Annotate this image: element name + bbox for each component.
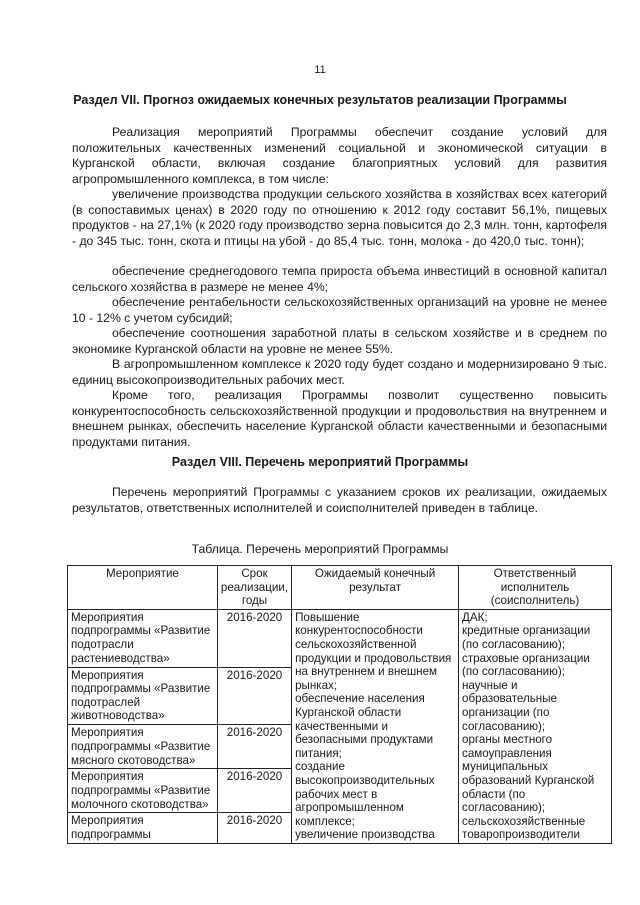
header-result: Ожидаемый конечный результат <box>292 566 459 610</box>
section-7-investment-paragraph: обеспечение среднегодового темпа прироста объема инвестиций в основной капитал сельского хозяйства в размере не менее 4%; <box>72 264 607 294</box>
section-7-heading: Раздел VII. Прогноз ожидаемых конечных результатов реализации Программы <box>73 93 567 107</box>
programme-events-table <box>67 565 612 844</box>
result-cell: Повышение конкурентоспособности сельскохозяйственной продукции и продовольствия на внутреннем и внешнем рынках; обеспечение населения Курганской области качественными и безопасными продуктами питания; создание высокопроизводительных рабочих мест в агропромышленном комплексе; увеличение производства <box>292 609 459 843</box>
term-cell: 2016-2020 <box>217 725 291 769</box>
event-cell: Мероприятия подпрограммы «Развитие подотрасли растениеводства» <box>68 609 218 667</box>
table-row <box>68 609 612 667</box>
event-cell: Мероприятия подпрограммы «Развитие подотраслей животноводства» <box>68 667 218 725</box>
section-7-production-paragraph: увеличение производства продукции сельского хозяйства в хозяйствах всех категорий (в сопоставимых ценах) в 2020 году по отношению к 2012 году составит 56,1%, пищевых продуктов - на 27,1% (к 2020 году производство зерна повысится до 2,3 млн. тонн, картофеля - до 345 тыс. тонн, скота и птицы на убой - до 85,4 тыс. тонн, молока - до 420,0 тыс. тонн); <box>72 187 607 248</box>
section-7-competitiveness-paragraph: Кроме того, реализация Программы позволит существенно повысить конкурентоспособность сельскохозяйственной продукции и продовольствия на внутреннем и внешнем рынках, обеспечить население Курганской области качественными и безопасными продуктами питания. <box>72 388 607 449</box>
term-cell: 2016-2020 <box>217 609 291 667</box>
event-cell: Мероприятия подпрограммы <box>68 813 218 843</box>
event-cell: Мероприятия подпрограммы «Развитие молочного скотоводства» <box>68 769 218 813</box>
term-cell: 2016-2020 <box>217 667 291 725</box>
responsible-cell: ДАК; кредитные организации (по согласованию); страховые организации (по согласованию); научные и образовательные организации (по согласованию); органы местного самоуправления муниципальных образований Курганской области (по согласованию); сельскохозяйственные товаропроизводители <box>459 609 612 843</box>
page-number: 11 <box>314 64 326 76</box>
table-header-row <box>68 566 612 610</box>
header-responsible: Ответственный исполнитель (соисполнитель) <box>459 566 612 610</box>
section-8-paragraph: Перечень мероприятий Программы с указанием сроков их реализации, ожидаемых результатов, ответственных исполнителей и соисполнителей приведен в таблице. <box>72 485 607 515</box>
table-caption: Таблица. Перечень мероприятий Программы <box>191 542 449 556</box>
section-7-jobs-paragraph: В агропромышленном комплексе к 2020 году будет создано и модернизировано 9 тыс. единиц высокопроизводительных рабочих мест. <box>72 357 607 387</box>
header-event: Мероприятие <box>68 566 218 610</box>
section-7-profitability-paragraph: обеспечение рентабельности сельскохозяйственных организаций на уровне не менее 10 - 12% с учетом субсидий; <box>72 295 607 325</box>
term-cell: 2016-2020 <box>217 813 291 843</box>
section-7-salary-paragraph: обеспечение соотношения заработной платы в сельском хозяйстве и в среднем по экономике Курганской области на уровне не менее 55%. <box>72 326 607 356</box>
header-term: Срок реализации, годы <box>217 566 291 610</box>
section-8-heading: Раздел VIII. Перечень мероприятий Программы <box>171 455 469 469</box>
term-cell: 2016-2020 <box>217 769 291 813</box>
section-7-intro-paragraph: Реализация мероприятий Программы обеспечит создание условий для положительных качественных изменений социальной и экономической ситуации в Курганской области, включая создание благоприятных условий для развития агропромышленного комплекса, в том числе: <box>72 125 607 186</box>
event-cell: Мероприятия подпрограммы «Развитие мясного скотоводства» <box>68 725 218 769</box>
